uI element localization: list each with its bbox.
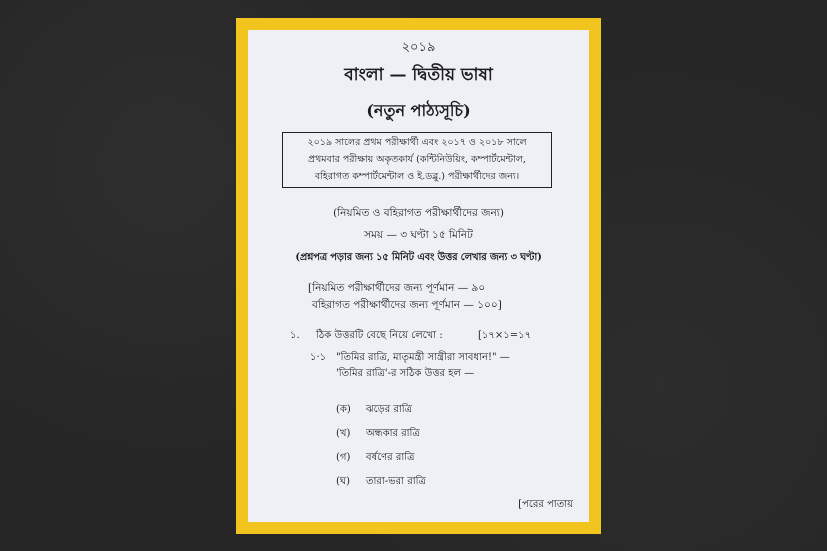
candidates-note: (নিয়মিত ও বহিরাগত পরীক্ষার্থীদের জন্য)	[333, 207, 504, 219]
eligibility-line: বহিরাগত কম্পার্টমেন্টাল ও ই.ডব্লু.) পরীক্ষার্থীদের জন্য।	[314, 171, 520, 182]
question-paper	[248, 30, 589, 522]
option-text: তারা-ভরা রাত্রি	[366, 476, 426, 487]
option-ka	[336, 402, 412, 419]
question-1	[290, 328, 443, 345]
reading-time-note: (প্রশ্নপত্র পড়ার জন্য ১৫ মিনিট এবং উত্তর লেখার জন্য ৩ ঘণ্টা)	[295, 252, 542, 263]
option-label: (খ)	[336, 428, 351, 439]
eligibility-box	[282, 132, 552, 188]
exam-year: ২০১৯	[401, 40, 436, 55]
option-label: (ক)	[336, 404, 351, 415]
eligibility-line: ২০১৯ সালের প্রথম পরীক্ষার্থী এবং ২০১৭ ও ২০১৮ সালে	[307, 137, 527, 148]
marks-external: বহিরাগত পরীক্ষার্থীদের জন্য পূর্ণমান — ১০০]	[312, 299, 502, 311]
question-line: 'তিমির রাত্রি'-র সঠিক উত্তর হল —	[336, 368, 475, 379]
option-gha	[336, 474, 426, 491]
option-label: (গ)	[336, 452, 351, 463]
yellow-frame	[236, 18, 601, 534]
option-text: অন্ধকার রাত্রি	[366, 428, 420, 439]
question-line: "তিমির রাত্রি, মাতৃমন্ত্রী সান্ত্রীরা সাবধান!" —	[336, 352, 510, 363]
exam-syllabus: (নতুন পাঠ্যসূচি)	[366, 101, 471, 120]
question-1-marks: [১৭×১=১৭	[478, 330, 532, 341]
next-page-note: [পরের পাতায়	[518, 499, 573, 510]
exam-subject: বাংলা — দ্বিতীয় ভাষা	[344, 65, 493, 85]
option-label: (ঘ)	[336, 476, 350, 487]
question-1-1-text	[336, 350, 510, 382]
option-text: ঝড়ের রাত্রি	[366, 404, 413, 415]
eligibility-line: প্রথমবার পরীক্ষায় অকৃতকার্য (কন্টিনিউয়িং, কম্পার্টমেন্টাল,	[308, 154, 526, 165]
option-kha	[336, 426, 420, 443]
question-instruction: ঠিক উত্তরটি বেছে নিয়ে লেখো :	[316, 330, 443, 341]
exam-time: সময় — ৩ ঘণ্টা ১৫ মিনিট	[364, 229, 473, 241]
question-1-1-number: ১·১	[310, 352, 327, 363]
option-text: বর্ষণের রাত্রি	[366, 452, 415, 463]
full-marks-block	[308, 280, 502, 314]
question-number: ১.	[290, 330, 300, 341]
marks-regular: [নিয়মিত পরীক্ষার্থীদের জন্য পূর্ণমান — ৯০	[308, 282, 486, 294]
option-ga	[336, 450, 414, 467]
